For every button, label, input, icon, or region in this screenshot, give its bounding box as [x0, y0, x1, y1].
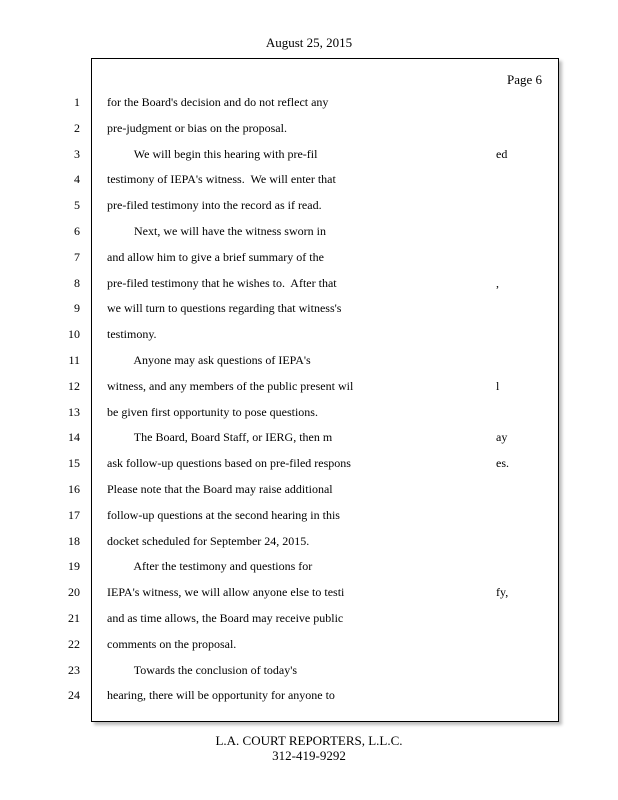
line-text: docket scheduled for September 24, 2015. — [107, 533, 310, 548]
line-number: 10 — [68, 327, 80, 342]
line-text: Next, we will have the witness sworn in — [107, 224, 326, 238]
line-number: 6 — [74, 224, 80, 238]
line-number: 17 — [68, 507, 80, 522]
line-number: 20 — [68, 585, 80, 600]
line-text: witness, and any members of the public present wil — [107, 378, 354, 393]
line-text: IEPA's witness, we will allow anyone else to testi — [107, 585, 345, 600]
header-date: August 25, 2015 — [265, 35, 353, 50]
line-text: After the testimony and questions for — [107, 559, 313, 574]
line-number: 9 — [74, 301, 80, 316]
line-number: 19 — [68, 559, 80, 574]
line-text: pre-filed testimony that he wishes to. After that — [107, 275, 337, 290]
line-number: 15 — [68, 456, 80, 471]
line-overflow-text: es. — [496, 456, 509, 471]
line-number: 4 — [74, 172, 80, 187]
line-text: be given first opportunity to pose questions. — [107, 404, 318, 419]
line-text: follow-up questions at the second hearing in this — [107, 507, 340, 522]
line-number: 12 — [68, 378, 80, 393]
line-text: we will turn to questions regarding that witness's — [107, 301, 342, 316]
line-text: for the Board's decision and do not reflect any — [107, 95, 329, 109]
line-number: 18 — [68, 533, 80, 548]
line-overflow-text: fy, — [496, 585, 509, 600]
line-number: 7 — [74, 249, 80, 264]
page-number: Page 6 — [506, 72, 542, 87]
line-text: testimony of IEPA's witness. We will enter that — [107, 172, 336, 187]
line-number: 3 — [74, 146, 80, 161]
line-number: 22 — [68, 636, 80, 651]
footer-company: L.A. COURT REPORTERS, L.L.C. — [215, 733, 403, 748]
line-number: 11 — [68, 353, 80, 367]
line-number: 24 — [68, 688, 80, 703]
line-number: 14 — [68, 430, 80, 445]
line-text: The Board, Board Staff, or IERG, then m — [107, 430, 333, 445]
line-number: 8 — [74, 275, 80, 290]
line-overflow-text: l — [496, 378, 500, 393]
line-text: testimony. — [107, 327, 157, 342]
line-number: 13 — [68, 404, 80, 419]
line-text: pre-filed testimony into the record as if read. — [107, 198, 322, 213]
line-number: 16 — [68, 482, 80, 496]
line-text: and allow him to give a brief summary of the — [107, 249, 324, 264]
line-number: 23 — [68, 662, 80, 677]
line-overflow-text: ay — [496, 430, 508, 445]
line-number: 21 — [68, 611, 80, 625]
line-text: Please note that the Board may raise additional — [107, 482, 333, 496]
line-text: Anyone may ask questions of IEPA's — [107, 353, 311, 367]
line-number: 5 — [74, 198, 80, 213]
line-number: 2 — [74, 120, 80, 135]
line-text: We will begin this hearing with pre-fil — [107, 146, 318, 161]
line-text: pre-judgment or bias on the proposal. — [107, 120, 287, 135]
line-text: hearing, there will be opportunity for anyone to — [107, 688, 335, 703]
line-number: 1 — [74, 95, 80, 109]
line-text: comments on the proposal. — [107, 636, 237, 651]
line-overflow-text: , — [496, 275, 499, 290]
line-text: and as time allows, the Board may receive public — [107, 611, 344, 625]
line-overflow-text: ed — [496, 146, 508, 161]
line-text: Towards the conclusion of today's — [107, 662, 298, 677]
line-text: ask follow-up questions based on pre-filed respons — [107, 456, 351, 471]
footer — [0, 733, 618, 763]
footer-phone: 312-419-9292 — [272, 748, 346, 763]
